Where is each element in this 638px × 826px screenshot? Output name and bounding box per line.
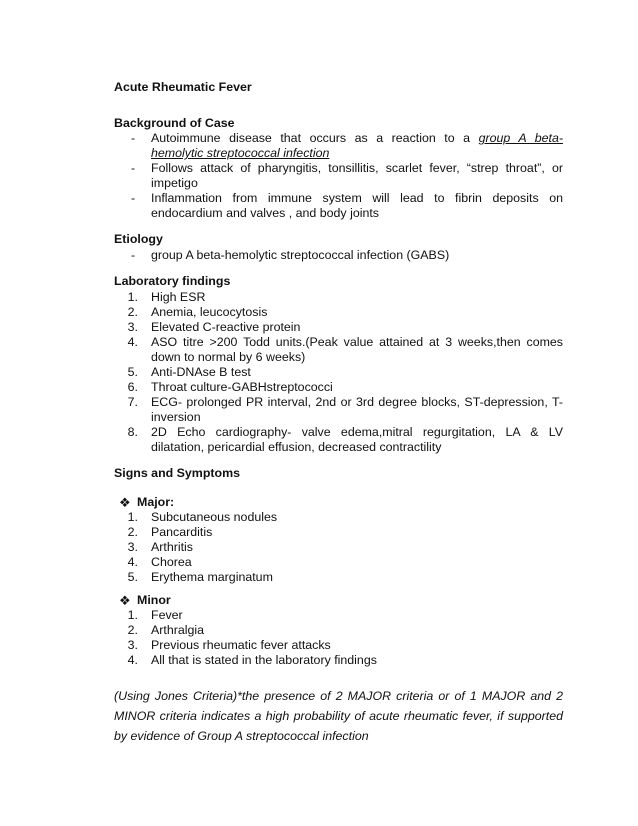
etiology-heading: Etiology bbox=[114, 232, 163, 246]
lab-item-8: 2D Echo cardiography- valve edema,mitral regurgitation, LA & LV bbox=[151, 425, 563, 439]
diamond-bullet-icon: ❖ bbox=[119, 495, 131, 510]
list-number: 5. bbox=[127, 365, 138, 379]
list-number: 4. bbox=[127, 653, 138, 667]
etiology-item-1: group A beta-hemolytic streptococcal infection (GABS) bbox=[151, 248, 450, 262]
major-item-4: Chorea bbox=[151, 555, 192, 569]
minor-item-2: Arthralgia bbox=[151, 623, 205, 637]
list-number: 6. bbox=[127, 380, 138, 394]
list-number: 1. bbox=[127, 290, 138, 304]
background-item-3-line-1: Inflammation from immune system will lead to fibrin deposits on bbox=[151, 191, 563, 205]
lab-item-4-continued: down to normal by 6 weeks) bbox=[151, 350, 306, 364]
list-number: 3. bbox=[127, 540, 138, 554]
background-item-1-line-1 bbox=[151, 131, 563, 146]
lab-heading: Laboratory findings bbox=[114, 274, 231, 288]
list-number: 3. bbox=[127, 320, 138, 334]
list-number: 4. bbox=[127, 555, 138, 569]
bullet-dash: - bbox=[131, 131, 136, 145]
signs-heading: Signs and Symptoms bbox=[114, 466, 240, 480]
list-number: 1. bbox=[127, 510, 138, 524]
lab-item-3: Elevated C-reactive protein bbox=[151, 320, 301, 334]
list-number: 7. bbox=[127, 395, 138, 409]
bullet-dash: - bbox=[131, 248, 136, 262]
list-number: 3. bbox=[127, 638, 138, 652]
document-title: Acute Rheumatic Fever bbox=[114, 80, 252, 94]
background-heading: Background of Case bbox=[114, 116, 235, 130]
minor-item-1: Fever bbox=[151, 608, 183, 622]
minor-label: Minor bbox=[137, 593, 171, 607]
jones-note-line-3: by evidence of Group A streptococcal infection bbox=[114, 729, 369, 743]
major-item-5: Erythema marginatum bbox=[151, 570, 273, 584]
list-number: 2. bbox=[127, 623, 138, 637]
list-number: 5. bbox=[127, 570, 138, 584]
minor-item-3: Previous rheumatic fever attacks bbox=[151, 638, 331, 652]
list-number: 4. bbox=[127, 335, 138, 349]
lab-item-7: ECG- prolonged PR interval, 2nd or 3rd degree blocks, ST-depression, T- bbox=[151, 395, 563, 409]
list-number: 8. bbox=[127, 425, 138, 439]
major-item-3: Arthritis bbox=[151, 540, 193, 554]
major-item-2: Pancarditis bbox=[151, 525, 213, 539]
background-item-3-line-2: endocardium and valves , and body joints bbox=[151, 206, 379, 220]
bullet-dash: - bbox=[131, 191, 136, 205]
lab-item-2: Anemia, leucocytosis bbox=[151, 305, 268, 319]
lab-item-1: High ESR bbox=[151, 290, 206, 304]
background-item-2-line-1: Follows attack of pharyngitis, tonsillitis, scarlet fever, “strep throat”, or bbox=[151, 161, 563, 175]
background-item-1-link: group A beta- bbox=[478, 131, 563, 145]
minor-item-4: All that is stated in the laboratory findings bbox=[151, 653, 377, 667]
major-label: Major: bbox=[137, 495, 175, 509]
background-item-2-line-2: impetigo bbox=[151, 176, 198, 190]
lab-item-6: Throat culture-GABHstreptococci bbox=[151, 380, 333, 394]
background-item-1-line-2: hemolytic streptococcal infection bbox=[151, 146, 330, 160]
lab-item-8-continued: dilatation, pericardial effusion, decreased contractility bbox=[151, 440, 442, 454]
lab-item-7-continued: inversion bbox=[151, 410, 201, 424]
list-number: 2. bbox=[127, 305, 138, 319]
list-number: 2. bbox=[127, 525, 138, 539]
background-item-1-text: Autoimmune disease that occurs as a reaction to a bbox=[151, 131, 471, 145]
major-item-1: Subcutaneous nodules bbox=[151, 510, 278, 524]
lab-item-4: ASO titre >200 Todd units.(Peak value attained at 3 weeks,then comes bbox=[151, 335, 563, 349]
jones-note-line-2: MINOR criteria indicates a high probability of acute rheumatic fever, if supported bbox=[114, 709, 563, 723]
list-number: 1. bbox=[127, 608, 138, 622]
lab-item-5: Anti-DNAse B test bbox=[151, 365, 251, 379]
jones-note-line-1: (Using Jones Criteria)*the presence of 2 MAJOR criteria or of 1 MAJOR and 2 bbox=[114, 689, 563, 703]
diamond-bullet-icon: ❖ bbox=[119, 593, 131, 608]
bullet-dash: - bbox=[131, 161, 136, 175]
